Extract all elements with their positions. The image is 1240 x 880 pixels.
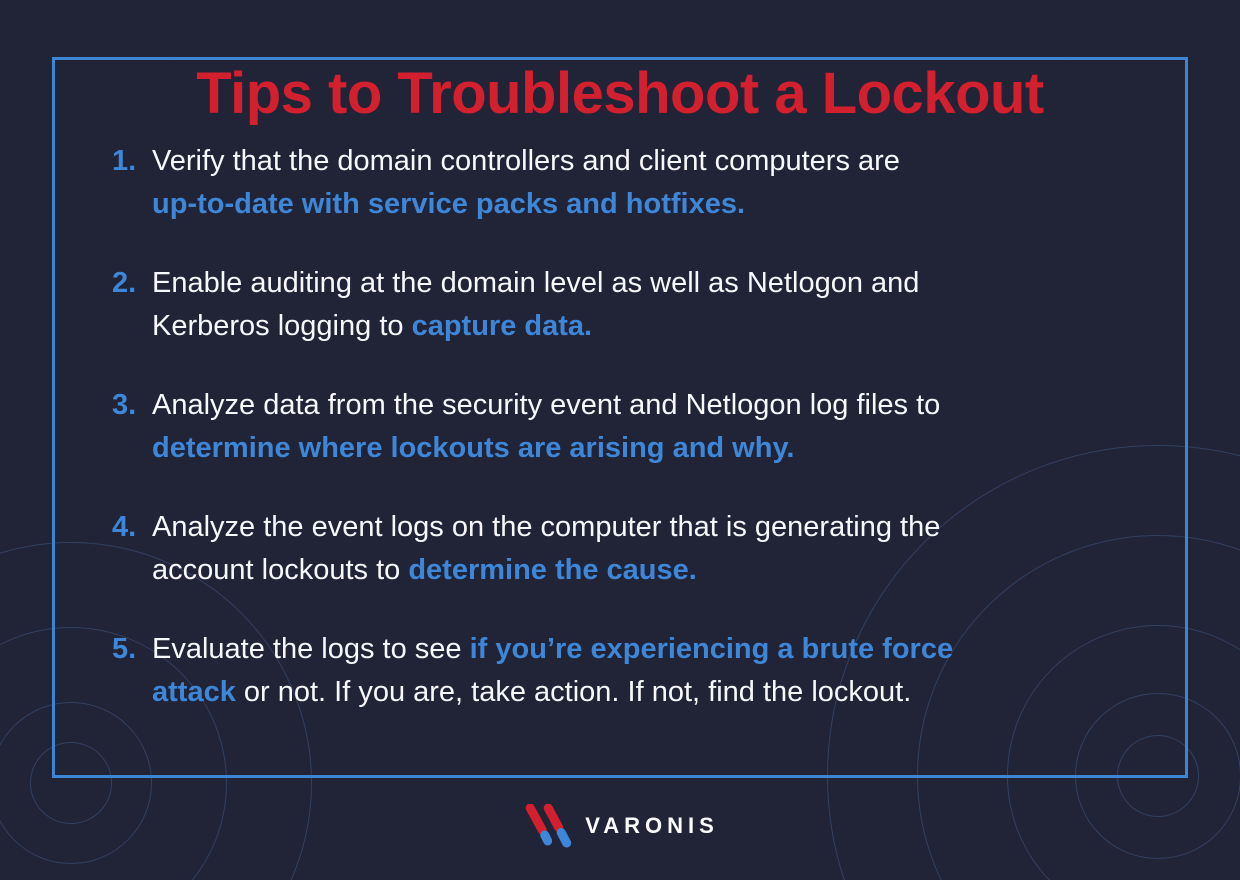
- varonis-logo: [521, 804, 719, 848]
- item-text-segment: Kerberos logging to: [152, 310, 412, 342]
- item-highlight: if you’re experiencing a brute force: [469, 633, 954, 665]
- item-text-segment: Enable auditing at the domain level as well as Netlogon and: [152, 267, 920, 299]
- item-number: 2.: [112, 267, 137, 299]
- item-text: [152, 384, 1152, 470]
- item-line: [152, 628, 1152, 671]
- item-text-segment: account lockouts to: [152, 554, 409, 586]
- list-item: [112, 140, 1152, 226]
- list-item: [112, 628, 1152, 714]
- item-line: [152, 140, 1152, 183]
- varonis-logo-icon: [521, 804, 575, 848]
- item-line: [152, 506, 1152, 549]
- item-text-segment: Analyze data from the security event and Netlogon log files to: [152, 389, 941, 421]
- page-title: Tips to Troubleshoot a Lockout: [172, 61, 1068, 127]
- item-text: [152, 262, 1152, 348]
- item-line: [152, 549, 1152, 592]
- item-text-segment: Evaluate the logs to see: [152, 633, 470, 665]
- item-line: [152, 384, 1152, 427]
- item-text-segment: Analyze the event logs on the computer that is generating the: [152, 511, 941, 543]
- item-line: [152, 183, 1152, 226]
- item-text: [152, 506, 1152, 592]
- list-item: [112, 506, 1152, 592]
- item-text-segment: Verify that the domain controllers and client computers are: [152, 145, 900, 177]
- item-highlight: determine the cause.: [408, 554, 697, 586]
- item-highlight: capture data.: [411, 310, 593, 342]
- item-number: 4.: [112, 511, 137, 543]
- item-text-segment: or not. If you are, take action. If not, find the lockout.: [235, 676, 912, 708]
- brand-wordmark: VARONIS: [585, 813, 719, 838]
- item-line: [152, 427, 1152, 470]
- item-text: [152, 140, 1152, 226]
- list-item: [112, 384, 1152, 470]
- item-highlight: up-to-date with service packs and hotfixes.: [152, 188, 746, 220]
- item-highlight: determine where lockouts are arising and why.: [152, 432, 795, 464]
- item-line: [152, 305, 1152, 348]
- tips-list: [112, 140, 1152, 750]
- item-number: 1.: [112, 145, 137, 177]
- item-highlight: attack: [152, 676, 236, 708]
- item-text: [152, 628, 1152, 714]
- item-number: 5.: [112, 633, 137, 665]
- list-item: [112, 262, 1152, 348]
- item-line: [152, 262, 1152, 305]
- item-line: [152, 671, 1152, 714]
- item-number: 3.: [112, 389, 137, 421]
